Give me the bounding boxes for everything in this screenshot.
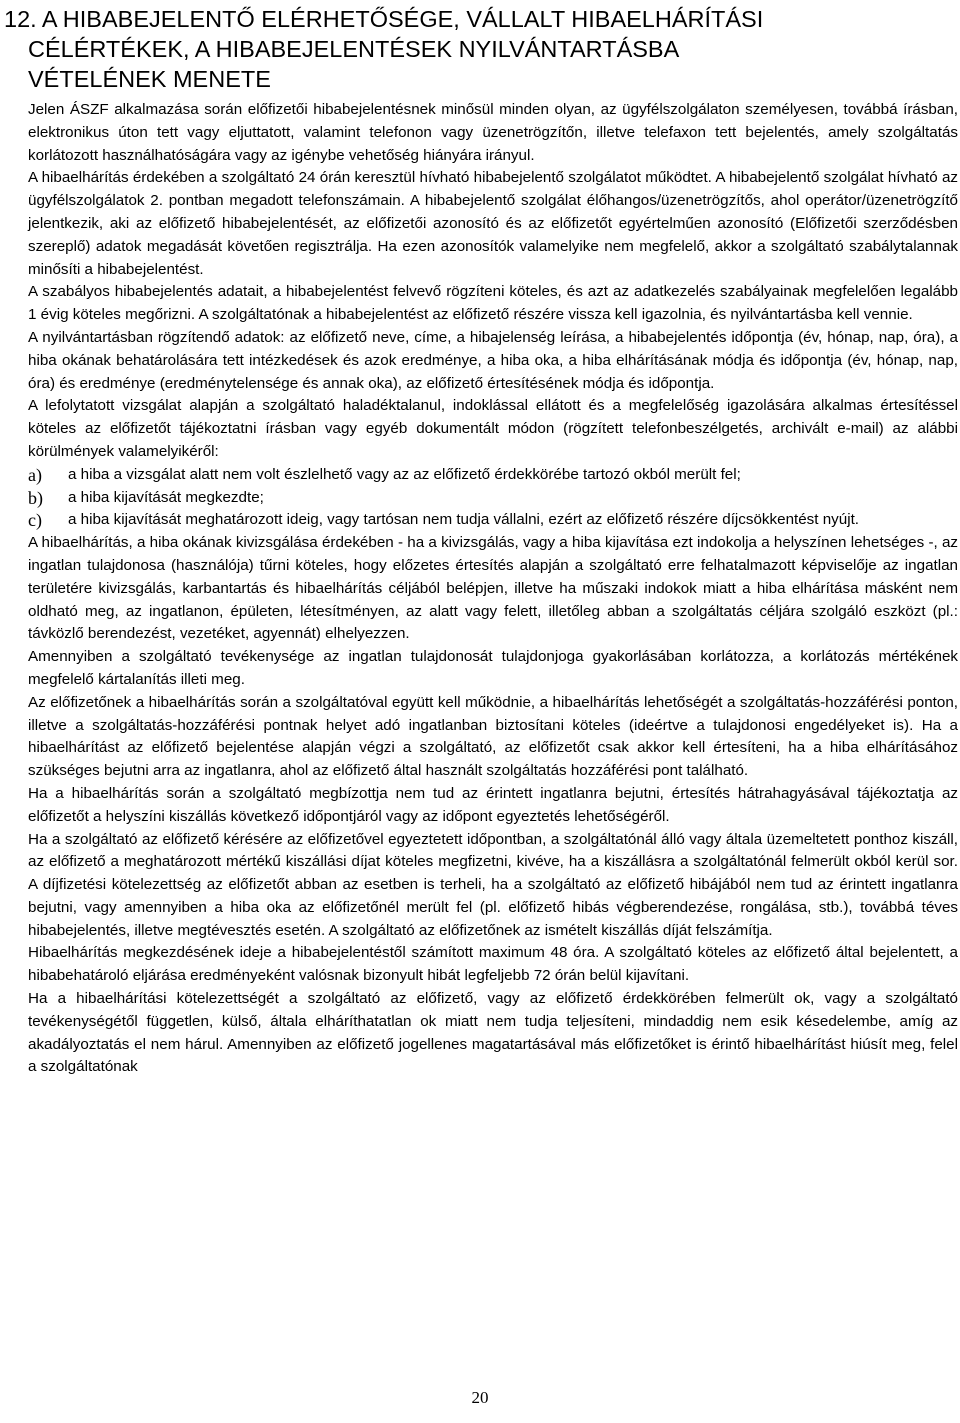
paragraph: Jelen ÁSZF alkalmazása során előfizetői hibabejelentésnek minősül minden olyan, az ügyfélszolgálaton személyesen, továbbá írásban, elektronikus úton tett vagy eljuttatott, valamint telefonon vagy üzenetrögzítőn, illetve telefaxon tett bejelentés, amely szolgáltatás korlátozott használhatóságára vagy az igénybe vehetőség hiányára irányul. xyxy=(28,101,958,164)
page-number: 20 xyxy=(471,1388,489,1407)
list-item xyxy=(28,487,958,510)
paragraph: A lefolytatott vizsgálat alapján a szolgáltató haladéktalanul, indoklással ellátott és a megfelelőség igazolására alkalmas értesítéssel köteles az előfizetőt tájékoztatni írásban vagy egyéb dokumentált módon (rögzített telefonbeszélgetés, archivált e-mail) az alábbi körülmények valamelyikéről: xyxy=(28,397,958,460)
list-item-text: a hiba a vizsgálat alatt nem volt észlelhető vagy az az előfizető érdekkörébe tartozó okból merült fel; xyxy=(68,465,741,483)
paragraph: A hibaelhárítás, a hiba okának kivizsgálása érdekében - ha a kivizsgálás, vagy a hiba kijavítása ezt indokolja a helyszínen lehetséges -, az ingatlan tulajdonosa (használója) tűrni köteles, hogy előzetes értesítés alapján a szolgáltató erre felhatalmazott képviselője az ingatlan területére kivizsgálás, karbantartás és hibaelhárítás céljából belépjen, illetve ha műszaki indokok miatt a hiba elhárítása másként nem oldható meg, az ingatlanon, épületen, létesítményen, az alatt vagy felett, illetőleg abban a szolgáltatás céljára szolgáló eszközt (pl.: távközlő berendezést, vezetéket, agyennát) elhelyezzen. xyxy=(28,534,958,643)
document-page xyxy=(4,4,958,1079)
heading-line-1: 12. A HIBABEJELENTŐ ELÉRHETŐSÉGE, VÁLLALT HIBAELHÁRÍTÁSI xyxy=(4,6,764,32)
paragraph: A hibaelhárítás érdekében a szolgáltató 24 órán keresztül hívható hibabejelentő szolgálatot működtet. A hibabejelentő szolgálat hívható az ügyfélszolgálatok 2. pontban megadott telefonszámain. A hibabejelentő szolgálat élőhangos/üzenetrögzítős, ahol operátor/üzenetrögzítő jelentkezik, aki az előfizető hibabejelentését, az előfizetői azonosító és az előfizetőt egyértelműen azonosító (Előfizetői szerződésben szereplő) adatok megadását követően regisztrálja. Ha ezen azonosítók valamelyike nem megfelelő, akkor a szolgáltató szabálytalannak minősíti a hibabejelentést. xyxy=(28,169,958,278)
list-item-text: a hiba kijavítását meghatározott ideig, vagy tartósan nem tudja vállalni, ezért az előfizető részére díjcsökkentést nyújt. xyxy=(68,511,860,529)
paragraph: Ha a hibaelhárítás során a szolgáltató megbízottja nem tud az érintett ingatlanra bejutni, értesítés hátrahagyásával tájékoztatja az előfizetőt a helyszíni kiszállás következő időpontjáról vagy az időpont egyeztetés lehetőségéről. xyxy=(28,784,958,825)
paragraph: Amennyiben a szolgáltató tevékenysége az ingatlan tulajdonosát tulajdonjoga gyakorlásában korlátozza, a korlátozás mértékének megfelelő kártalanítás illeti meg. xyxy=(28,648,958,688)
heading-line-3: VÉTELÉNEK MENETE xyxy=(28,66,271,92)
circumstances-list xyxy=(28,464,958,532)
list-marker: b) xyxy=(28,487,43,508)
paragraph: Ha a szolgáltató az előfizető kérésére az előfizetővel egyeztetett időpontban, a szolgáltatónál álló vagy általa üzemeltetett ponthoz kiszáll, az előfizető a meghatározott mértékű kiszállási díjat köteles megfizetni, kivéve, ha a kiszállásra a szolgáltatónál felmerült okból kerül sor. A díjfizetési kötelezettség az előfizetőt abban az esetben is terheli, ha a szolgáltató az előfizető hibájából nem tud az érintett ingatlanra bejutni, vagy amennyiben a hiba oka az előfizetőnél merült fel (pl. előfizető hibás végberendezése, rongálása, stb.), továbbá téves hibabejelentés, illetve megtévesztés esetén. A szolgáltató az előfizetőnek az ismételt kiszállás díját felszámítja. xyxy=(28,830,958,939)
list-item xyxy=(28,509,958,532)
paragraph: A szabályos hibabejelentés adatait, a hibabejelentést felvevő rögzíteni köteles, és azt az adatkezelés szabályainak megfelelően legalább 1 évig köteles megőrizni. A szolgáltatónak a hibabejelentést az előfizető részére vissza kell igazolnia, és nyilvántartásba kell vennie. xyxy=(28,283,958,324)
list-marker: c) xyxy=(28,510,42,531)
list-marker: a) xyxy=(28,464,42,485)
paragraph: Ha a hibaelhárítási kötelezettségét a szolgáltató az előfizető, vagy az előfizető érdekkörében felmerült ok, vagy a szolgáltató tevékenységétől független, külső, általa elháríthatatlan ok miatt nem tudja teljesíteni, mindaddig nem esik késedelembe, amíg az akadályoztatás el nem hárul. Amennyiben az előfizető jogellenes magatartásával más előfizetőket is érintő hibaelhárítást hiúsít meg, felel a szolgáltatónak xyxy=(28,990,958,1076)
paragraph: Az előfizetőnek a hibaelhárítás során a szolgáltatóval együtt kell működnie, a hibaelhárítás lehetőségét a szolgáltatás-hozzáférési ponton, illetve a szolgáltatás-hozzáférési pontnak helyet adó ingatlanban biztosítani köteles (ideértve a tulajdonosi engedélyeket is). Ha a hibaelhárítást az előfizető bejelentése alapján végzi a szolgáltató, az előfizetőt csak akkor kell értesíteni, ha a hiba elhárításához szükséges bejutni arra az ingatlanra, ahol az előfizető által használt szolgáltatás hozzáférési pont található. xyxy=(28,693,958,780)
list-item xyxy=(28,464,958,487)
paragraph: Hibaelhárítás megkezdésének ideje a hibabejelentéstől számított maximum 48 óra. A szolgáltató köteles az előfizető által bejelentett, a hibabehatároló eljárása eredményeként valósnak bizonyult hibát legfeljebb 72 órán belül kijavítani. xyxy=(28,944,958,985)
section-heading xyxy=(4,4,958,94)
paragraph: A nyilvántartásban rögzítendő adatok: az előfizető neve, címe, a hibajelenség leírása, a hibabejelentés időpontja (év, hónap, nap, óra), a hiba okának behatárolására tett intézkedések és azok eredménye, a hiba oka, a hiba elhárításának módja és időpontja (év, hónap, nap, óra) és eredménye (eredménytelensége és annak oka), az előfizető értesítésének módja és időpontja. xyxy=(28,328,958,392)
heading-line-2: CÉLÉRTÉKEK, A HIBABEJELENTÉSEK NYILVÁNTARTÁSBA xyxy=(28,36,680,62)
list-item-text: a hiba kijavítását megkezdte; xyxy=(68,488,264,506)
